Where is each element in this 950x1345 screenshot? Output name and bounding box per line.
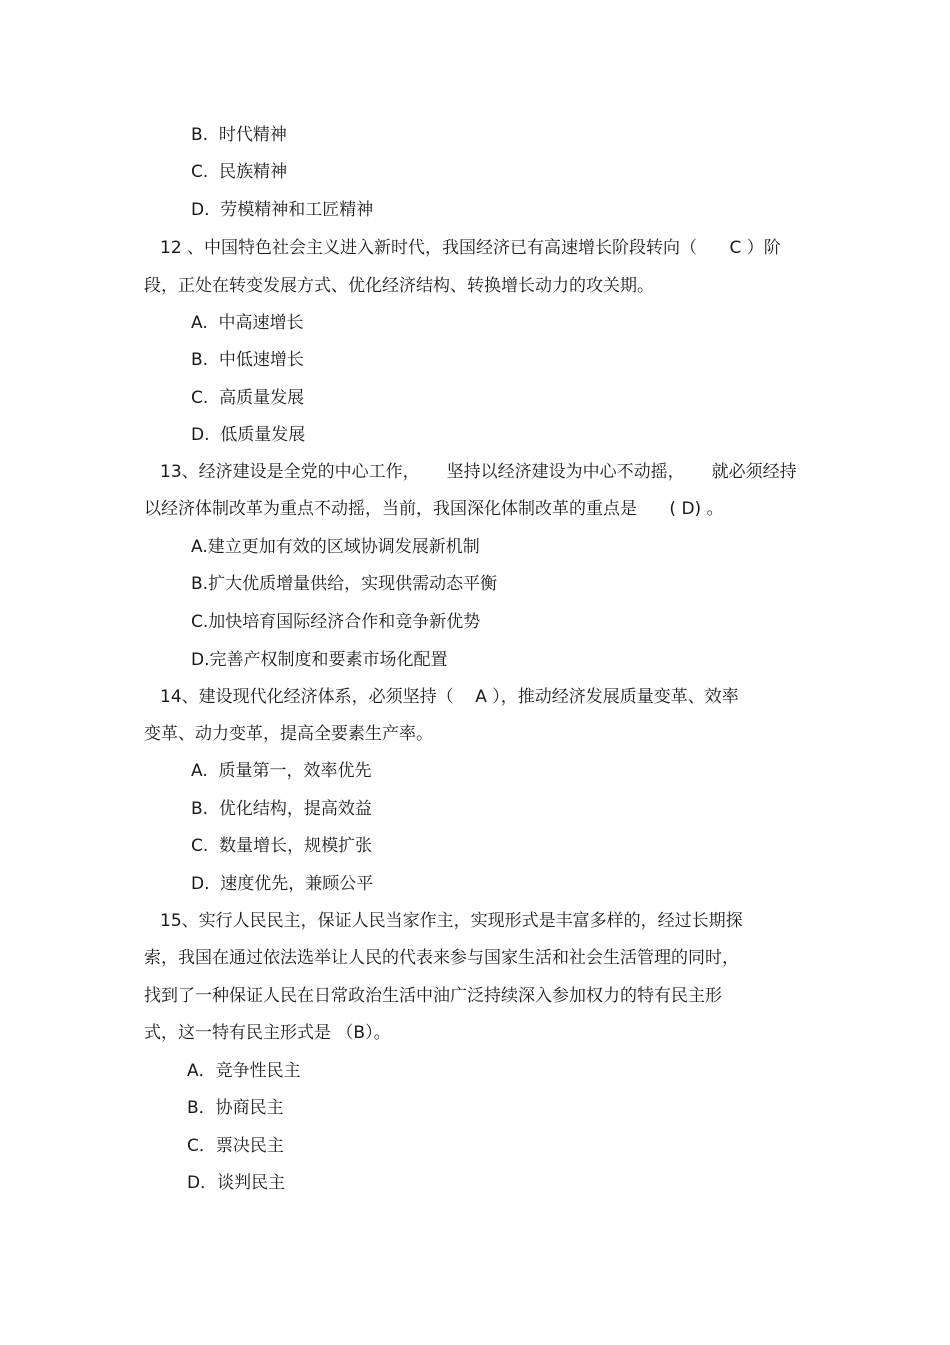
option-line: A. 质量第一，效率优先 [191,761,372,781]
option-line: C. 数量增长，规模扩张 [191,836,373,856]
question-12: 12 、中国特色社会主义进入新时代，我国经济已有高速增长阶段转向（ C ）阶 [160,238,781,258]
option-line: C. 民族精神 [191,162,288,182]
option-line: A. 中高速增长 [191,313,304,333]
question-15-continuation: 式，这一特有民主形式是 （B）。 [144,1023,391,1043]
option-line: D. 低质量发展 [191,425,306,445]
option-line: D.完善产权制度和要素市场化配置 [191,650,448,670]
question-13-continuation: 以经济体制改革为重点不动摇，当前，我国深化体制改革的重点是 ( D) 。 [144,499,724,519]
option-line: A.建立更加有效的区域协调发展新机制 [191,537,480,557]
question-15: 15、实行人民民主，保证人民当家作主，实现形式是丰富多样的，经过长期探 [160,911,743,931]
option-line: B. 优化结构，提高效益 [191,799,372,819]
option-line: C．票决民主 [187,1136,284,1156]
option-line: B．协商民主 [187,1098,284,1118]
option-line: A．竞争性民主 [187,1061,301,1081]
option-line: D. 劳模精神和工匠精神 [191,200,374,220]
option-line: C.加快培育国际经济合作和竞争新优势 [191,612,481,632]
option-line: B. 中低速增长 [191,350,304,370]
question-15-continuation: 索，我国在通过依法选举让人民的代表来参与国家生活和社会生活管理的同时， [144,948,739,968]
question-12-continuation: 段，正处在转变发展方式、优化经济结构、转换增长动力的攻关期。 [144,276,654,296]
question-14-continuation: 变革、动力变革，提高全要素生产率。 [144,724,433,744]
option-line: D. 速度优先，兼顾公平 [191,874,374,894]
option-line: D．谈判民主 [187,1173,286,1193]
question-14: 14、建设现代化经济体系，必须坚持（ A ），推动经济发展质量变革、效率 [160,687,739,707]
option-line: B.扩大优质增量供给，实现供需动态平衡 [191,574,498,594]
question-15-continuation: 找到了一种保证人民在日常政治生活中油广泛持续深入参加权力的特有民主形 [144,986,722,1006]
option-line: C. 高质量发展 [191,388,305,408]
question-13: 13、经济建设是全党的中心工作， 坚持以经济建设为中心不动摇， 就必须经持 [160,462,797,482]
option-line: B. 时代精神 [191,125,287,145]
